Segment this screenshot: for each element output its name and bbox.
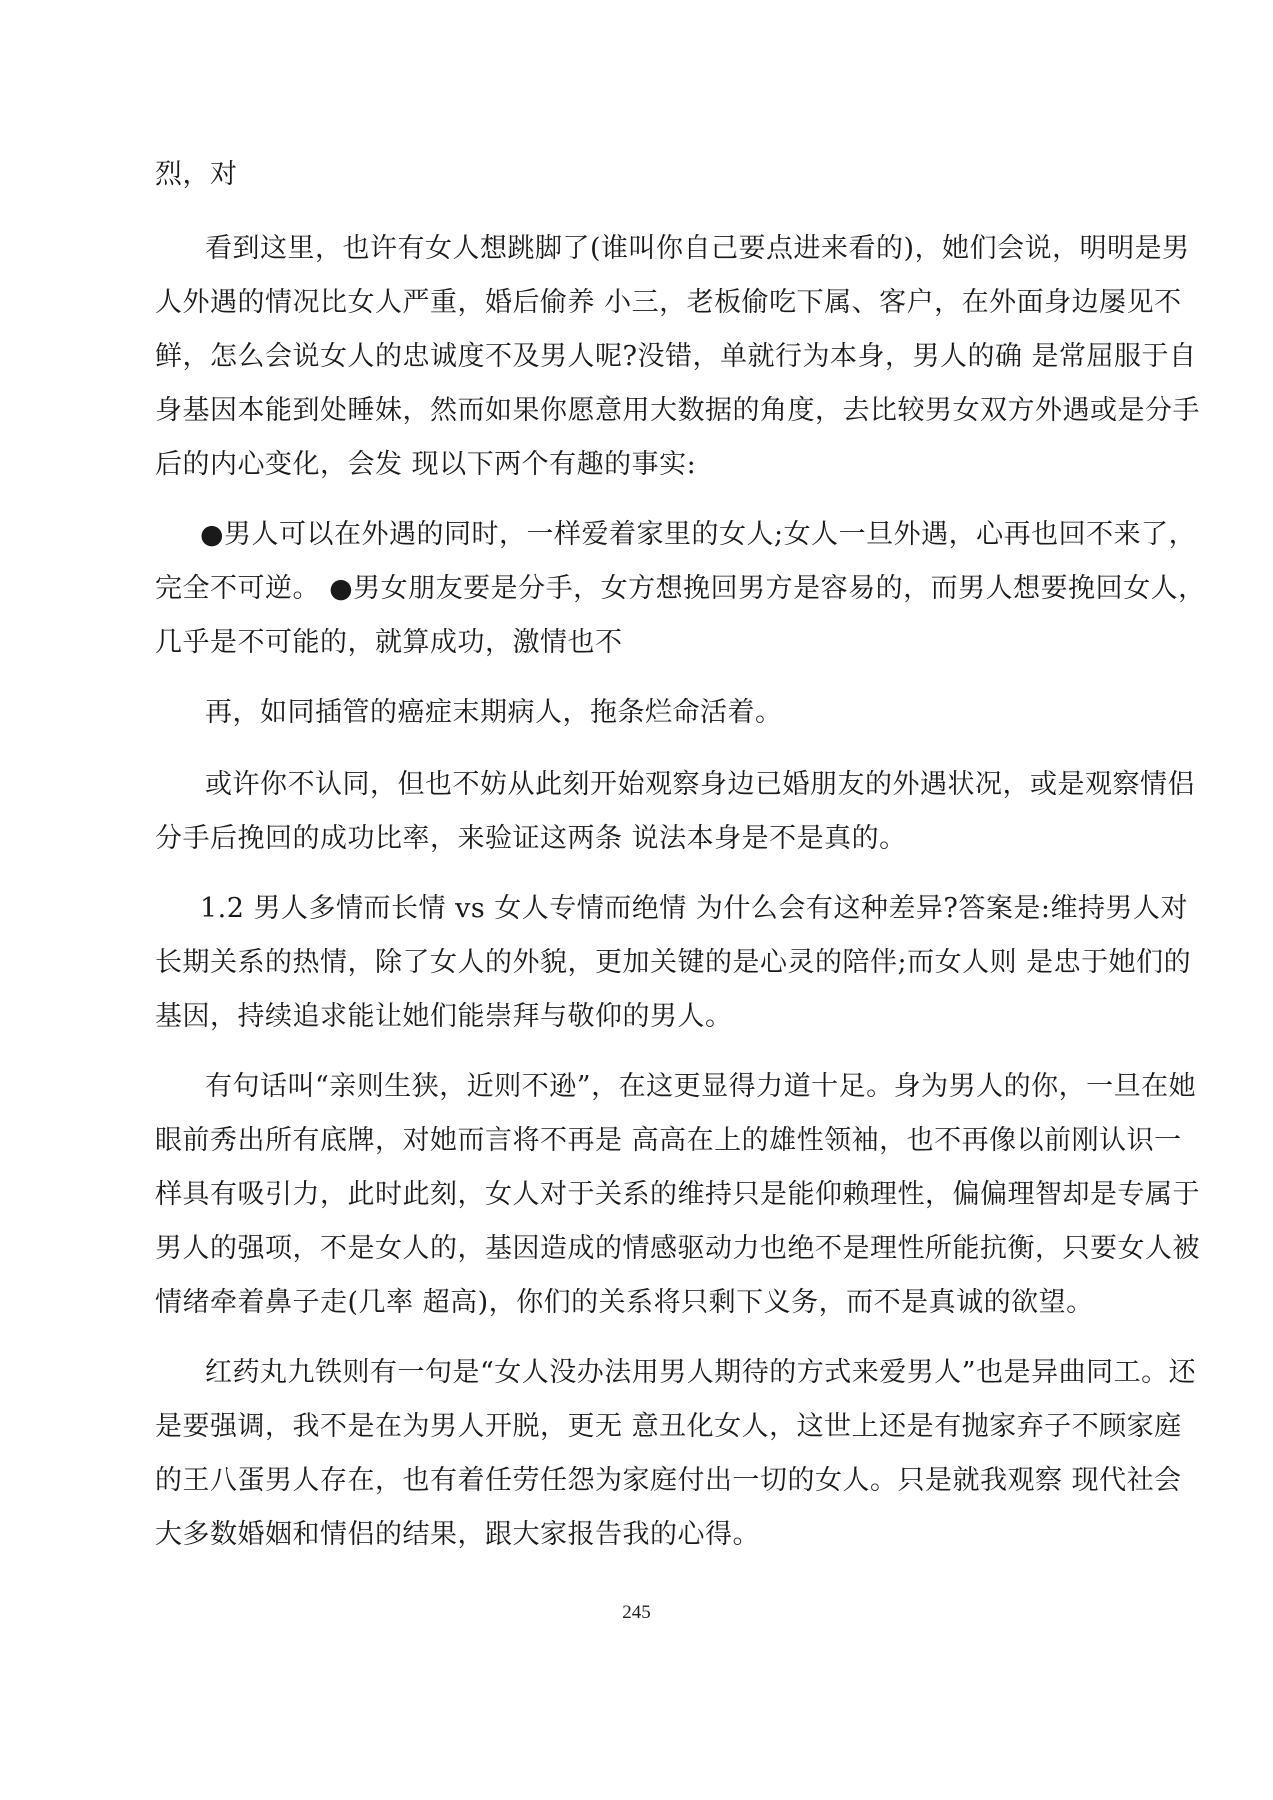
text-line: 分手后挽回的成功比率，来验证这两条 说法本身是不是真的。 bbox=[155, 823, 907, 854]
text-line: 烈，对 bbox=[155, 159, 243, 190]
text-line: 红药丸九铁则有一句是“女人没办法用男人期待的方式来爱男人”也是异曲同工。还 bbox=[205, 1357, 1197, 1388]
text-line: 几乎是不可能的，就算成功，激情也不 bbox=[155, 627, 623, 658]
text-line: 基因，持续追求能让她们能崇拜与敬仰的男人。 bbox=[155, 1001, 733, 1032]
text-line: ●男人可以在外遇的同时，一样爱着家里的女人;女人一旦外遇，心再也回不来了， bbox=[200, 519, 1197, 550]
text-line: 是要强调，我不是在为男人开脱，更无 意丑化女人，这世上还是有抛家弃子不顾家庭 bbox=[155, 1411, 1182, 1442]
text-line: 有句话叫“亲则生狭，近则不逊”，在这更显得力道十足。身为男人的你，一旦在她 bbox=[205, 1071, 1197, 1102]
text-line: 1.2 男人多情而长情 vs 女人专情而绝情 为什么会有这种差异?答案是:维持男人对 bbox=[200, 893, 1188, 924]
text-line: 完全不可逆。 ●男女朋友要是分手，女方想挽回男方是容易的，而男人想要挽回女人， bbox=[155, 573, 1206, 604]
text-line: 情绪牵着鼻子走(几率 超高)，你们的关系将只剩下义务，而不是真诚的欲望。 bbox=[155, 1287, 1094, 1318]
page-number: 245 bbox=[622, 1602, 651, 1623]
text-line: 身基因本能到处睡妹，然而如果你愿意用大数据的角度，去比较男女双方外遇或是分手 bbox=[155, 395, 1200, 426]
text-line: 看到这里，也许有女人想跳脚了(谁叫你自己要点进来看的)，她们会说，明明是男 bbox=[205, 233, 1190, 264]
text-line: 的王八蛋男人存在，也有着任劳任怨为家庭付出一切的女人。只是就我观察 现代社会 bbox=[155, 1465, 1182, 1496]
text-line: 人外遇的情况比女人严重，婚后偷养 小三，老板偷吃下属、客户，在外面身边屡见不 bbox=[155, 287, 1182, 318]
text-line: 样具有吸引力，此时此刻，女人对于关系的维持只是能仰赖理性，偏偏理智却是专属于 bbox=[155, 1179, 1200, 1210]
text-line: 后的内心变化，会发 现以下两个有趣的事实: bbox=[155, 449, 697, 480]
text-line: 长期关系的热情，除了女人的外貌，更加关键的是心灵的陪伴;而女人则 是忠于她们的 bbox=[155, 947, 1192, 978]
text-line: 大多数婚姻和情侣的结果，跟大家报告我的心得。 bbox=[155, 1519, 760, 1550]
text-line: 或许你不认同，但也不妨从此刻开始观察身边已婚朋友的外遇状况，或是观察情侣 bbox=[205, 769, 1195, 800]
text-line: 鲜，怎么会说女人的忠诚度不及男人呢?没错，单就行为本身，男人的确 是常屈服于自 bbox=[155, 341, 1197, 372]
text-line: 男人的强项，不是女人的，基因造成的情感驱动力也绝不是理性所能抗衡，只要女人被 bbox=[155, 1233, 1200, 1264]
text-line: 眼前秀出所有底牌，对她而言将不再是 高高在上的雄性领袖，也不再像以前刚认识一 bbox=[155, 1125, 1182, 1156]
text-line: 再，如同插管的癌症末期病人，拖条烂命活着。 bbox=[205, 697, 783, 728]
